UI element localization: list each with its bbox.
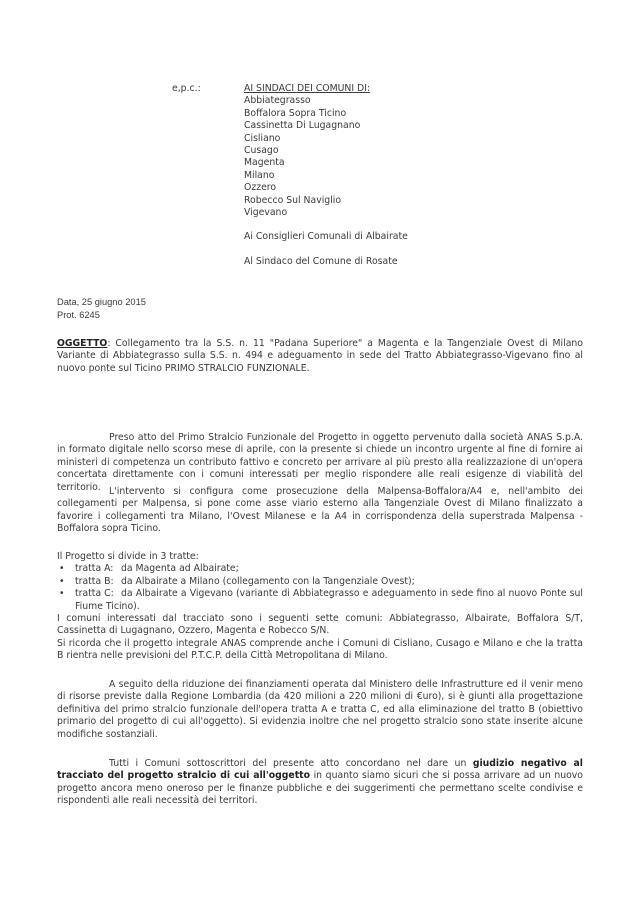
tratta-label: tratta A: (75, 563, 114, 575)
bullet-icon: • (59, 588, 65, 600)
conclusion-text-start: Tutti i Comuni sottoscrittori del presente atto concordano nel dare un (109, 758, 473, 769)
municipality-item: Cusago (244, 145, 279, 157)
subject-text: : Collegamento tra la S.S. n. 11 "Padana Superiore" a Magenta e la Tangenziale Ovest di Milano Variante di Abbiategrasso sulla S.S. n. 494 e adeguamento in sede del Tratto Abbiategrasso-Vigevano fino al nuovo ponte sul Ticino PRIMO STRALCIO FUNZIONALE. (57, 338, 583, 374)
list-item (57, 588, 583, 613)
tratta-text: da Magenta ad Albairate; (121, 563, 239, 575)
tratta-text: da Albairate a Milano (collegamento con la Tangenziale Ovest); (121, 575, 415, 587)
municipality-item: Magenta (244, 157, 285, 169)
municipality-item: Abbiategrasso (244, 95, 311, 107)
municipality-item: Robecco Sul Naviglio (244, 194, 342, 206)
list-item (57, 563, 583, 575)
municipality-item: Ozzero (244, 182, 277, 194)
date-prot-block (57, 296, 146, 321)
comuni-interessati: I comuni interessati dal tracciato sono i seguenti sette comuni: Abbiategrasso, Albairate, Boffalora S/T, Cassinetta di Lugagnano, Ozzero, Magenta e Robecco S/N. (57, 613, 583, 637)
conclusion-text-end: in quanto siamo sicuri che si possa arrivare ad un nuovo progetto ancora meno oneroso per le finanze pubbliche e dei suggerimenti che permettano scelte condivise e rispondenti alle reali necessità dei territori. (57, 770, 583, 807)
bullet-icon: • (59, 563, 65, 575)
list-item (57, 576, 583, 588)
subject-paragraph (57, 338, 583, 375)
recipients-block (244, 83, 544, 268)
tratte-intro: Il Progetto si divide in 3 tratte: (57, 551, 199, 562)
tratta-text: da Albairate a Vigevano (variante di Abbiategrasso e adeguamento in sede fino al nuovo Ponte sul Fiume Ticino). (75, 588, 583, 612)
body-paragraph-2: L'intervento si configura come prosecuzione della Malpensa-Boffalora/A4 e, nell'ambito dei collegamenti per Malpensa, si pone come asse viario esterno alla Tangenziale Ovest di Milano finalizzato a favorire i collegamenti tra Milano, l'Ovest Milanese e la A4 in corrispondenza della superstrada Malpensa - Boffalora sopra Ticino. (57, 486, 583, 535)
body-paragraph-1: Preso atto del Primo Stralcio Funzionale del Progetto in oggetto pervenuto dalla società ANAS S.p.A. in formato digitale nello scorso mese di aprile, con la presente si chiede un incontro urgente al fine di fornire ai ministeri di competenza un contributo fattivo e concreto per arrivare al più presto alla realizzazione di un'opera concertata direttamente con i comuni interessati per meglio rispondere alle reali esigenze di viabilità del territorio. (57, 432, 583, 493)
bullet-icon: • (59, 575, 65, 587)
body-paragraph-3 (57, 551, 583, 663)
rosate-mayor-recipient: Al Sindaco del Comune di Rosate (244, 255, 398, 267)
councillors-recipient: Ai Consiglieri Comunali di Albairate (244, 231, 408, 243)
epc-label: e,p.c.: (172, 83, 201, 94)
body-paragraph-4: A seguito della riduzione dei finanziamenti operata dal Ministero delle Infrastrutture ed il venir meno di risorse previste dalla Regione Lombardia (da 420 milioni a 220 milioni di €uro), si è giunti alla progettazione definitiva del primo stralcio funzionale dell'opera tratta A e tratta C, ed alla eliminazione del tratto B (obiettivo primario del progetto di cui all'oggetto). Si evidenzia inoltre che nel progetto stralcio sono state inserite alcune modifiche sostanziali. (57, 679, 583, 740)
subject-label: OGGETTO (57, 338, 108, 349)
municipality-item: Cisliano (244, 132, 281, 144)
letter-date: Data, 25 giugno 2015 (57, 297, 146, 307)
municipality-item: Milano (244, 169, 275, 181)
municipality-item: Boffalora Sopra Ticino (244, 107, 347, 119)
municipality-item: Cassinetta Di Lugagnano (244, 120, 361, 132)
municipality-item: Vigevano (244, 207, 288, 219)
negative-judgement: giudizio negativo al tracciato del progetto stralcio di cui all'oggetto (57, 758, 583, 782)
recipients-heading: AI SINDACI DEI COMUNI DI: (244, 83, 371, 94)
protocol-number: Prot. 6245 (57, 309, 100, 320)
tratta-label: tratta B: (75, 575, 114, 587)
progetto-integrale-note: Si ricorda che il progetto integrale ANAS comprende anche i Comuni di Cisliano, Cusago e Milano e che la tratta B rientra nelle previsioni del P.T.C.P. della Città Metropolitana di Milano. (57, 637, 583, 662)
body-paragraph-5 (57, 758, 583, 808)
tratte-list (57, 563, 583, 613)
tratta-label: tratta C: (75, 588, 114, 600)
